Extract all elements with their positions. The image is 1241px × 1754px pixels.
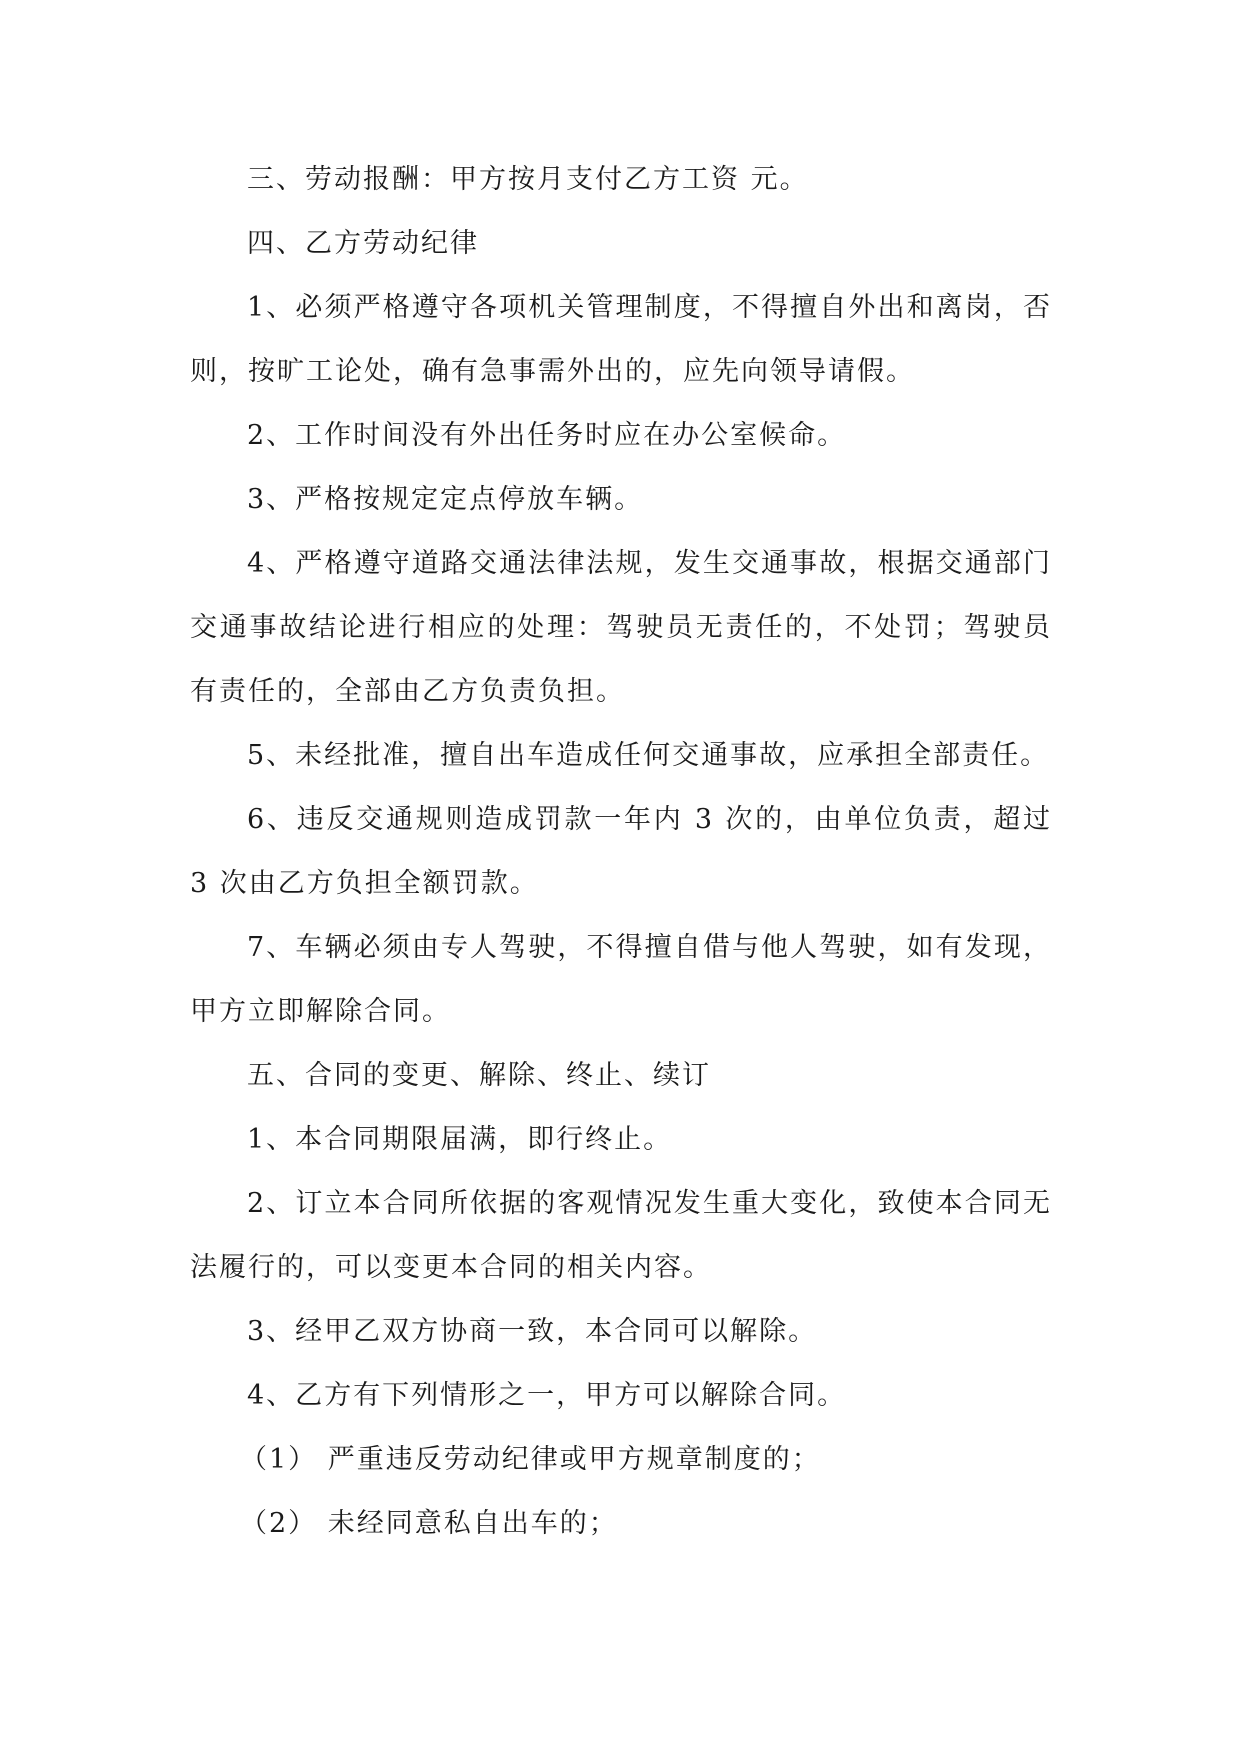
clause-4-2: 2、工作时间没有外出任务时应在办公室候命。 [247,420,847,451]
clause-4-4: 4、严格遵守道路交通法律法规，发生交通事故，根据交通部门交通事故结论进行相应的处理：驾驶员无责任的，不处罚；驾驶员有责任的，全部由乙方负责负担。 [190,548,1052,707]
clause-4-6: 6、违反交通规则造成罚款一年内 3 次的，由单位负责，超过 3 次由乙方负担全额罚款。 [190,804,1052,899]
clause-5-2: 2、订立本合同所依据的客观情况发生重大变化，致使本合同无法履行的，可以变更本合同的相关内容。 [190,1188,1052,1283]
clause-5-3: 3、经甲乙双方协商一致，本合同可以解除。 [247,1316,818,1347]
clause-4-3: 3、严格按规定定点停放车辆。 [247,484,644,515]
clause-5-1: 1、本合同期限届满，即行终止。 [247,1124,673,1155]
clause-4-7: 7、车辆必须由专人驾驶，不得擅自借与他人驾驶，如有发现，甲方立即解除合同。 [190,932,1052,1027]
section-4-heading: 四、乙方劳动纪律 [247,228,479,259]
clause-5-4: 4、乙方有下列情形之一，甲方可以解除合同。 [247,1380,847,1411]
section-3-compensation: 三、劳动报酬：甲方按月支付乙方工资 元。 [247,164,809,195]
section-5-heading: 五、合同的变更、解除、终止、续订 [247,1060,711,1091]
clause-4-1: 1、必须严格遵守各项机关管理制度，不得擅自外出和离岗，否则，按旷工论处，确有急事需外出的，应先向领导请假。 [190,292,1052,387]
clause-5-4-item-1: （1） 严重违反劳动纪律或甲方规章制度的； [240,1444,821,1475]
clause-5-4-item-2: （2） 未经同意私自出车的； [240,1508,618,1539]
clause-4-5: 5、未经批准，擅自出车造成任何交通事故，应承担全部责任。 [247,740,1050,771]
document-page [190,148,1052,1556]
